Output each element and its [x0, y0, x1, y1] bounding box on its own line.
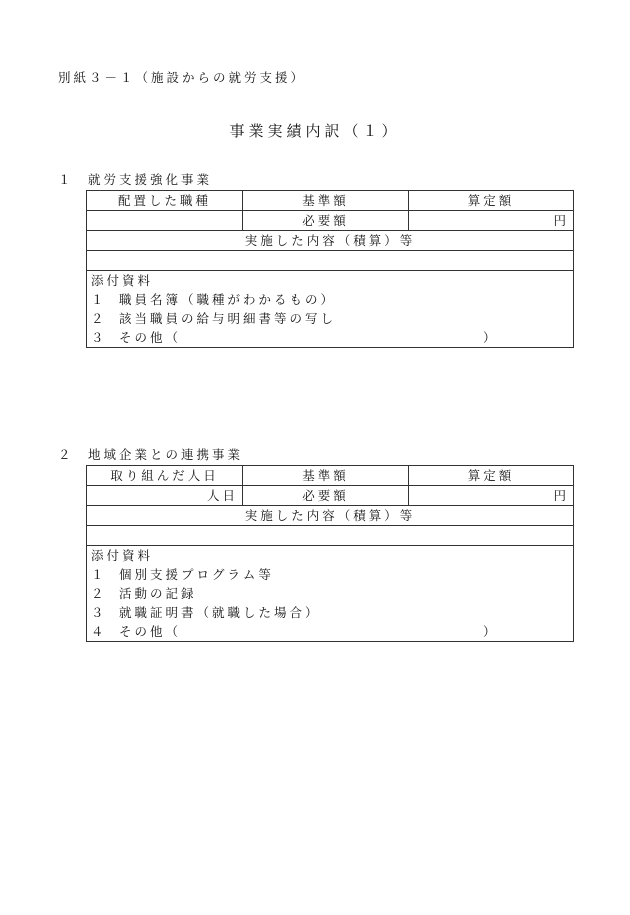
section-2-number: ２	[58, 447, 74, 462]
s1-col-base-amount-header: 基準額	[243, 191, 409, 211]
s2-yen-unit: 円	[553, 488, 569, 503]
s1-col-job-type-header: 配置した職種	[87, 191, 243, 211]
list-item: １ 職員名簿（職種がわかるもの）	[91, 292, 337, 307]
list-item: ２ 活動の記録	[91, 586, 197, 601]
section-2-table	[86, 465, 574, 642]
close-paren: ）	[483, 330, 499, 345]
s2-attachments	[87, 546, 574, 642]
list-item: ３ 就職証明書（就職した場合）	[91, 605, 321, 620]
section-1-table	[86, 190, 574, 348]
s2-content-area[interactable]	[87, 526, 574, 546]
s1-required-label: 必要額	[243, 211, 409, 231]
section-1-number: １	[58, 172, 74, 187]
list-item: １ 個別支援プログラム等	[91, 567, 274, 582]
s1-attachments-label: 添付資料	[91, 273, 154, 288]
list-item: ３ その他（ ）	[91, 330, 499, 345]
section-1-title: 就労支援強化事業	[88, 172, 213, 187]
s2-person-days-cell[interactable]	[87, 486, 243, 506]
s2-required-label: 必要額	[243, 486, 409, 506]
s1-content-label: 実施した内容（積算）等	[87, 231, 574, 251]
s2-attachments-label: 添付資料	[91, 548, 154, 563]
s1-yen-unit: 円	[553, 213, 569, 228]
section-2-title: 地域企業との連携事業	[88, 447, 244, 462]
s2-col-calculated-amount-header: 算定額	[409, 466, 574, 486]
document-title: 事業実績内訳（１）	[229, 122, 401, 140]
s2-content-label: 実施した内容（積算）等	[87, 506, 574, 526]
s1-attachments	[87, 271, 574, 348]
s2-col-person-days-header: 取り組んだ人日	[87, 466, 243, 486]
s1-job-type-cell[interactable]	[87, 211, 243, 231]
s2-person-days-unit: 人日	[206, 488, 238, 503]
s2-required-amount-cell[interactable]	[409, 486, 574, 506]
attachment-label: 別紙３－１（施設からの就労支援）	[58, 70, 307, 85]
s1-content-area[interactable]	[87, 251, 574, 271]
close-paren: ）	[483, 624, 499, 639]
list-item: ２ 該当職員の給与明細書等の写し	[91, 311, 337, 326]
list-item: ４ その他（ ）	[91, 624, 499, 639]
section-1-heading	[58, 170, 212, 188]
section-2-heading	[58, 445, 243, 463]
s1-required-amount-cell[interactable]	[409, 211, 574, 231]
s1-col-calculated-amount-header: 算定額	[409, 191, 574, 211]
s2-col-base-amount-header: 基準額	[243, 466, 409, 486]
